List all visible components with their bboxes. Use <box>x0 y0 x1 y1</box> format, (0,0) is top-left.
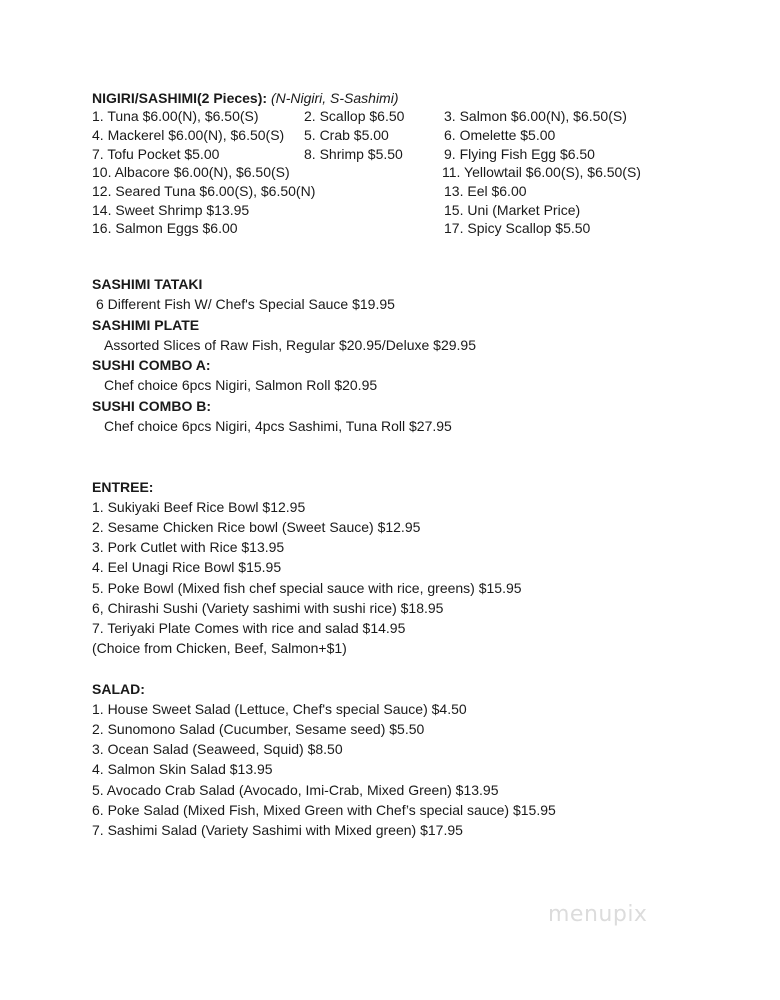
salad-item: 7. Sashimi Salad (Variety Sashimi with Mixed green) $17.95 <box>92 822 463 838</box>
salad-item: 2. Sunomono Salad (Cucumber, Sesame seed) $5.50 <box>92 721 425 737</box>
nigiri-item: 12. Seared Tuna $6.00(S), $6.50(N) <box>92 183 316 199</box>
entree-item: 1. Sukiyaki Beef Rice Bowl $12.95 <box>92 499 306 515</box>
nigiri-item: 8. Shrimp $5.50 <box>304 146 403 162</box>
entree-title: ENTREE: <box>92 479 154 495</box>
salad-item: 6. Poke Salad (Mixed Fish, Mixed Green with Chef’s special sauce) $15.95 <box>92 802 556 818</box>
nigiri-item: 5. Crab $5.00 <box>304 127 389 143</box>
entree-item: 2. Sesame Chicken Rice bowl (Sweet Sauce) $12.95 <box>92 519 421 535</box>
sashimi-plate-desc: Assorted Slices of Raw Fish, Regular $20.95/Deluxe $29.95 <box>104 337 476 353</box>
nigiri-item: 1. Tuna $6.00(N), $6.50(S) <box>92 108 259 124</box>
sushi-combo-a-desc: Chef choice 6pcs Nigiri, Salmon Roll $20.95 <box>104 377 378 393</box>
sushi-combo-b-title: SUSHI COMBO B: <box>92 398 211 414</box>
nigiri-item: 2. Scallop $6.50 <box>304 108 405 124</box>
salad-item: 4. Salmon Skin Salad $13.95 <box>92 761 273 777</box>
nigiri-header <box>92 89 399 107</box>
nigiri-item: 14. Sweet Shrimp $13.95 <box>92 202 250 218</box>
nigiri-item: 15. Uni (Market Price) <box>444 202 581 218</box>
nigiri-item: 16. Salmon Eggs $6.00 <box>92 220 238 236</box>
salad-item: 5. Avocado Crab Salad (Avocado, Imi-Crab, Mixed Green) $13.95 <box>92 782 499 798</box>
sashimi-tataki-desc: 6 Different Fish W/ Chef's Special Sauce $19.95 <box>96 296 395 312</box>
nigiri-note: (N-Nigiri, S-Sashimi) <box>270 90 399 106</box>
nigiri-item: 13. Eel $6.00 <box>444 183 527 199</box>
nigiri-title: NIGIRI/SASHIMI(2 Pieces): <box>92 90 268 106</box>
entree-note: (Choice from Chicken, Beef, Salmon+$1) <box>92 640 347 656</box>
menupix-watermark: menupix <box>548 902 648 927</box>
nigiri-item: 10. Albacore $6.00(N), $6.50(S) <box>92 164 290 180</box>
nigiri-item: 9. Flying Fish Egg $6.50 <box>444 146 595 162</box>
nigiri-item: 7. Tofu Pocket $5.00 <box>92 146 220 162</box>
nigiri-item: 17. Spicy Scallop $5.50 <box>444 220 591 236</box>
salad-title: SALAD: <box>92 681 145 697</box>
sashimi-tataki-title: SASHIMI TATAKI <box>92 276 203 292</box>
sushi-combo-b-desc: Chef choice 6pcs Nigiri, 4pcs Sashimi, Tuna Roll $27.95 <box>104 418 452 434</box>
entree-item: 5. Poke Bowl (Mixed fish chef special sauce with rice, greens) $15.95 <box>92 580 522 596</box>
nigiri-item: 3. Salmon $6.00(N), $6.50(S) <box>444 108 627 124</box>
entree-item: 3. Pork Cutlet with Rice $13.95 <box>92 539 285 555</box>
entree-item: 7. Teriyaki Plate Comes with rice and salad $14.95 <box>92 620 406 636</box>
entree-item: 4. Eel Unagi Rice Bowl $15.95 <box>92 559 282 575</box>
entree-item: 6, Chirashi Sushi (Variety sashimi with sushi rice) $18.95 <box>92 600 444 616</box>
nigiri-item: 4. Mackerel $6.00(N), $6.50(S) <box>92 127 285 143</box>
salad-item: 3. Ocean Salad (Seaweed, Squid) $8.50 <box>92 741 343 757</box>
sushi-combo-a-title: SUSHI COMBO A: <box>92 357 211 373</box>
salad-item: 1. House Sweet Salad (Lettuce, Chef's special Sauce) $4.50 <box>92 701 467 717</box>
nigiri-item: 6. Omelette $5.00 <box>444 127 556 143</box>
sashimi-plate-title: SASHIMI PLATE <box>92 317 200 333</box>
nigiri-item: 11. Yellowtail $6.00(S), $6.50(S) <box>442 164 641 180</box>
